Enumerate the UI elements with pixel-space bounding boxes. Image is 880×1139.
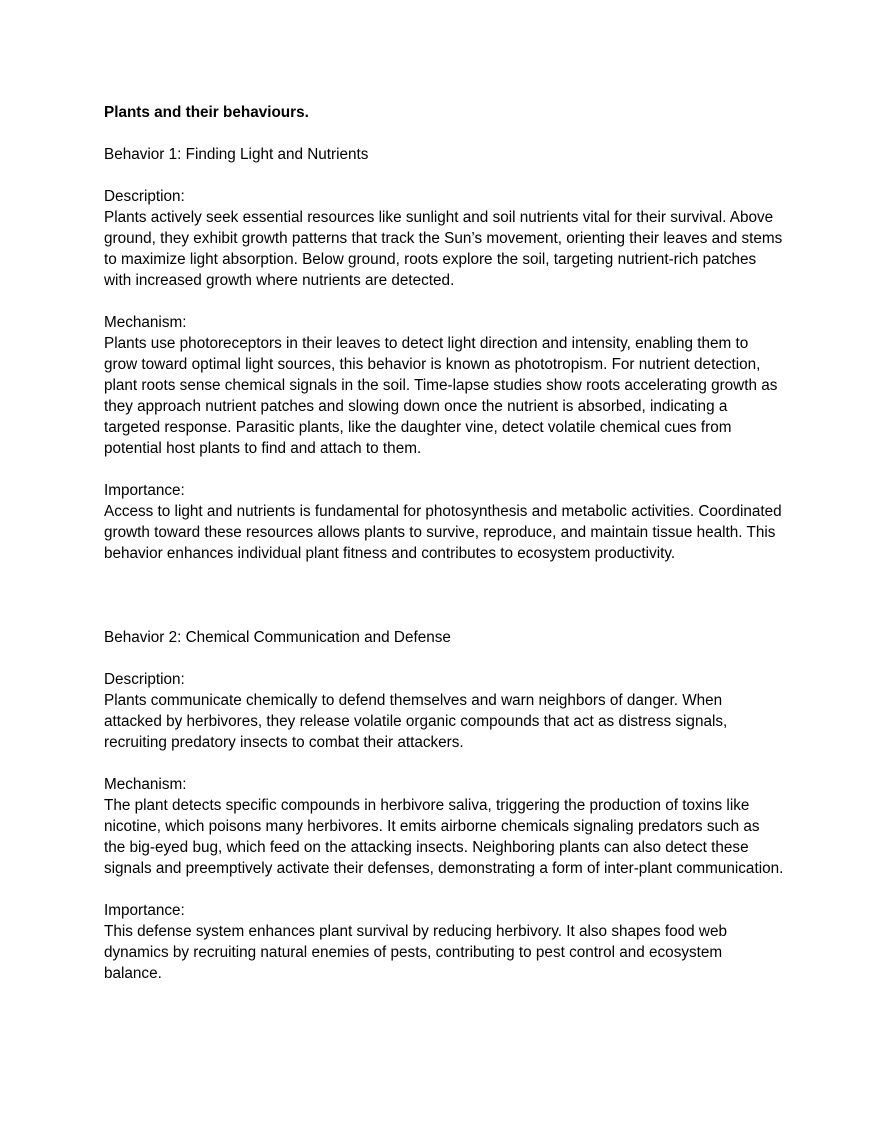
behavior-2-importance-label: Importance: [104, 902, 185, 919]
behavior-1-importance [104, 480, 784, 564]
document-page [104, 102, 784, 1005]
behavior-2-description-label: Description: [104, 671, 185, 688]
behavior-1-description-text: Plants actively seek essential resources like sunlight and soil nutrients vital for their survival. Above ground, they exhibit growth patterns that track the Sun’s movement, orienting their leaves and stems to maximize light absorption. Below ground, roots explore the soil, targeting nutrient-rich patches with increased growth where nutrients are detected. [104, 209, 783, 289]
behavior-1-title: Behavior 1: Finding Light and Nutrients [104, 146, 369, 163]
behavior-1-description-label: Description: [104, 188, 185, 205]
behavior-2 [104, 627, 784, 984]
document-title: Plants and their behaviours. [104, 104, 309, 121]
behavior-2-mechanism-text: The plant detects specific compounds in herbivore saliva, triggering the production of toxins like nicotine, which poisons many herbivores. It emits airborne chemicals signaling predators such as the big-eyed bug, which feed on the attacking insects. Neighboring plants can also detect these signals and preemptively activate their defenses, demonstrating a form of inter-plant communication. [104, 797, 784, 877]
behavior-2-description-text: Plants communicate chemically to defend themselves and warn neighbors of danger. When attacked by herbivores, they release volatile organic compounds that act as distress signals, recruiting predatory insects to combat their attackers. [104, 692, 728, 751]
behavior-1-mechanism-text: Plants use photoreceptors in their leaves to detect light direction and intensity, enabling them to grow toward optimal light sources, this behavior is known as phototropism. For nutrient detection, plant roots sense chemical signals in the soil. Time-lapse studies show roots accelerating growth as they approach nutrient patches and slowing down once the nutrient is absorbed, indicating a targeted response. Parasitic plants, like the daughter vine, detect volatile chemical cues from potential host plants to find and attach to them. [104, 335, 778, 457]
behavior-2-mechanism-label: Mechanism: [104, 776, 187, 793]
behavior-spacer [104, 585, 784, 627]
behavior-2-title: Behavior 2: Chemical Communication and Defense [104, 629, 451, 646]
behavior-1-importance-text: Access to light and nutrients is fundamental for photosynthesis and metabolic activities. Coordinated growth toward these resources allows plants to survive, reproduce, and maintain tissue health. This behavior enhances individual plant fitness and contributes to ecosystem productivity. [104, 503, 782, 562]
behavior-1-mechanism [104, 312, 784, 459]
behavior-1 [104, 144, 784, 564]
behavior-1-description [104, 186, 784, 291]
behavior-1-mechanism-label: Mechanism: [104, 314, 187, 331]
behavior-1-importance-label: Importance: [104, 482, 185, 499]
behavior-2-importance [104, 900, 784, 984]
behavior-2-importance-text: This defense system enhances plant survival by reducing herbivory. It also shapes food web dynamics by recruiting natural enemies of pests, contributing to pest control and ecosystem balance. [104, 923, 727, 982]
behavior-2-mechanism [104, 774, 784, 879]
behavior-2-description [104, 669, 784, 753]
